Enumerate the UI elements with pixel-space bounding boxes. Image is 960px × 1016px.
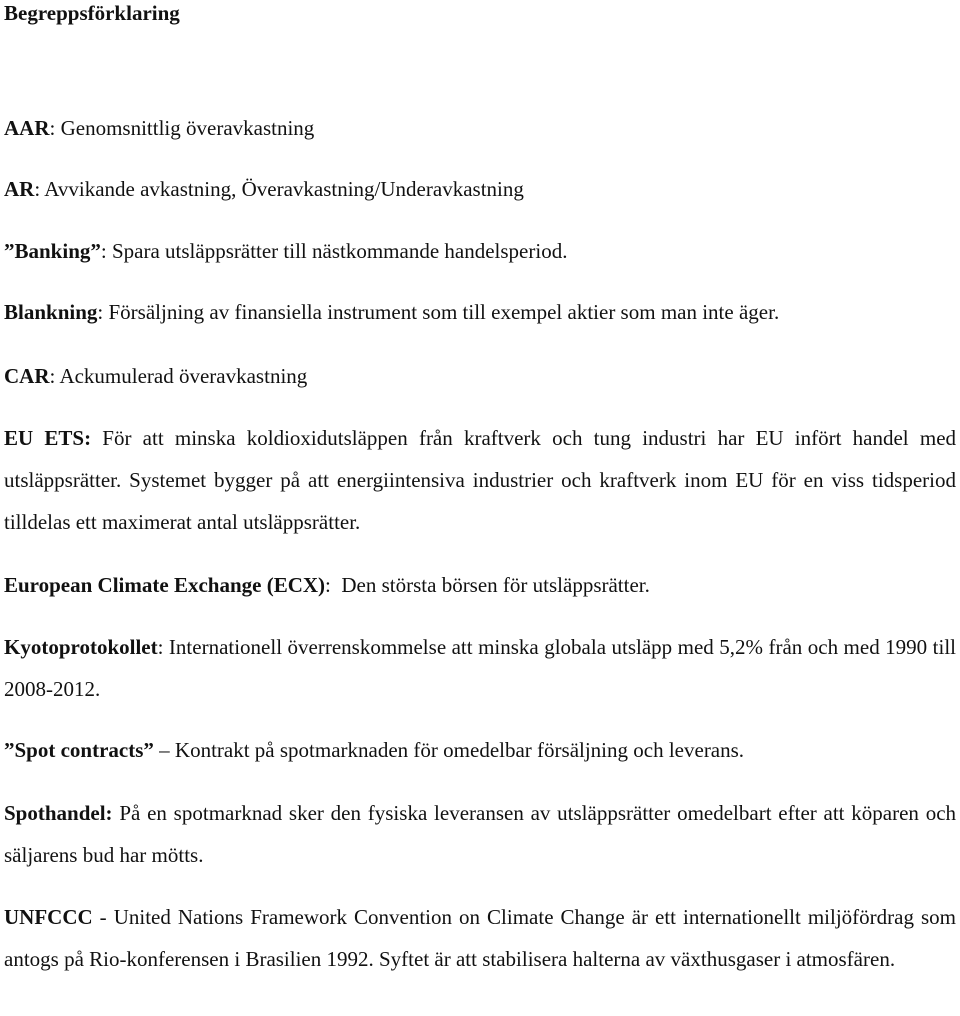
glossary-definition: Kontrakt på spotmarknaden för omedelbar försäljning och leverans. [174,738,745,762]
glossary-entry-kyotoprotokollet [4,626,956,710]
glossary-separator: : [49,116,61,140]
glossary-separator: : [49,364,60,388]
glossary-definition: Försäljning av finansiella instrument som till exempel aktier som man inte äger. [108,300,780,324]
glossary-term: Spothandel: [4,801,113,825]
glossary-definition: Avvikande avkastning, Överavkastning/Underavkastning [44,177,524,201]
glossary-entry-blankning [4,291,956,333]
document-title: Begreppsförklaring [4,1,180,25]
glossary-entry-car [4,355,956,397]
glossary-term: ”Banking” [4,239,101,263]
glossary-term: AAR [4,116,50,140]
glossary-definition: Internationell överrenskommelse att minska globala utsläpp med 5,2% från och med 1990 till 2008-2012. [4,635,956,701]
glossary-definition: På en spotmarknad sker den fysiska leveransen av utsläppsrätter omedelbart efter att köparen och säljarens bud har mötts. [4,801,957,867]
glossary-term: European Climate Exchange (ECX) [4,573,326,597]
glossary-term: EU ETS: [4,426,92,450]
glossary-entry-aar [4,107,956,149]
glossary-definition: Genomsnittlig överavkastning [60,116,315,140]
glossary-separator: : [157,635,169,659]
glossary-separator: : [325,573,342,597]
glossary-separator [91,426,102,450]
glossary-definition: United Nations Framework Convention on Climate Change är ett internationellt miljöfördrag som antogs på Rio-konferensen i Brasilien 1992. Syftet är att stabilisera halterna av växthusgaser i atmosfären. [4,905,956,971]
glossary-entry-unfccc [4,896,956,980]
glossary-entry-ar [4,168,956,210]
glossary-term: ”Spot contracts” [4,738,154,762]
glossary-term: CAR [4,364,50,388]
glossary-entry-spothandel [4,792,956,876]
glossary-separator: : [100,239,112,263]
glossary-entry-ecx [4,564,956,606]
glossary-entry-eu-ets [4,417,956,543]
glossary-term: Kyotoprotokollet [4,635,158,659]
glossary-definition: Ackumulerad överavkastning [59,364,308,388]
glossary-term: UNFCCC [4,905,93,929]
glossary-entry-spot-contracts [4,729,956,771]
glossary-term: Blankning [4,300,98,324]
glossary-term: AR [4,177,35,201]
glossary-separator: : [97,300,109,324]
glossary-entry-banking [4,230,956,272]
glossary-definition: Spara utsläppsrätter till nästkommande handelsperiod. [111,239,568,263]
glossary-definition: För att minska koldioxidutsläppen från kraftverk och tung industri har EU infört handel med utsläppsrätter. Systemet bygger på att energiintensiva industrier och kraftverk inom EU för en viss tidsperiod tilldelas ett maximerat antal utsläppsrätter. [4,426,957,534]
glossary-separator: - [92,905,114,929]
glossary-separator: : [34,177,45,201]
glossary-separator: – [153,738,175,762]
glossary-definition: Den största börsen för utsläppsrätter. [341,573,650,597]
